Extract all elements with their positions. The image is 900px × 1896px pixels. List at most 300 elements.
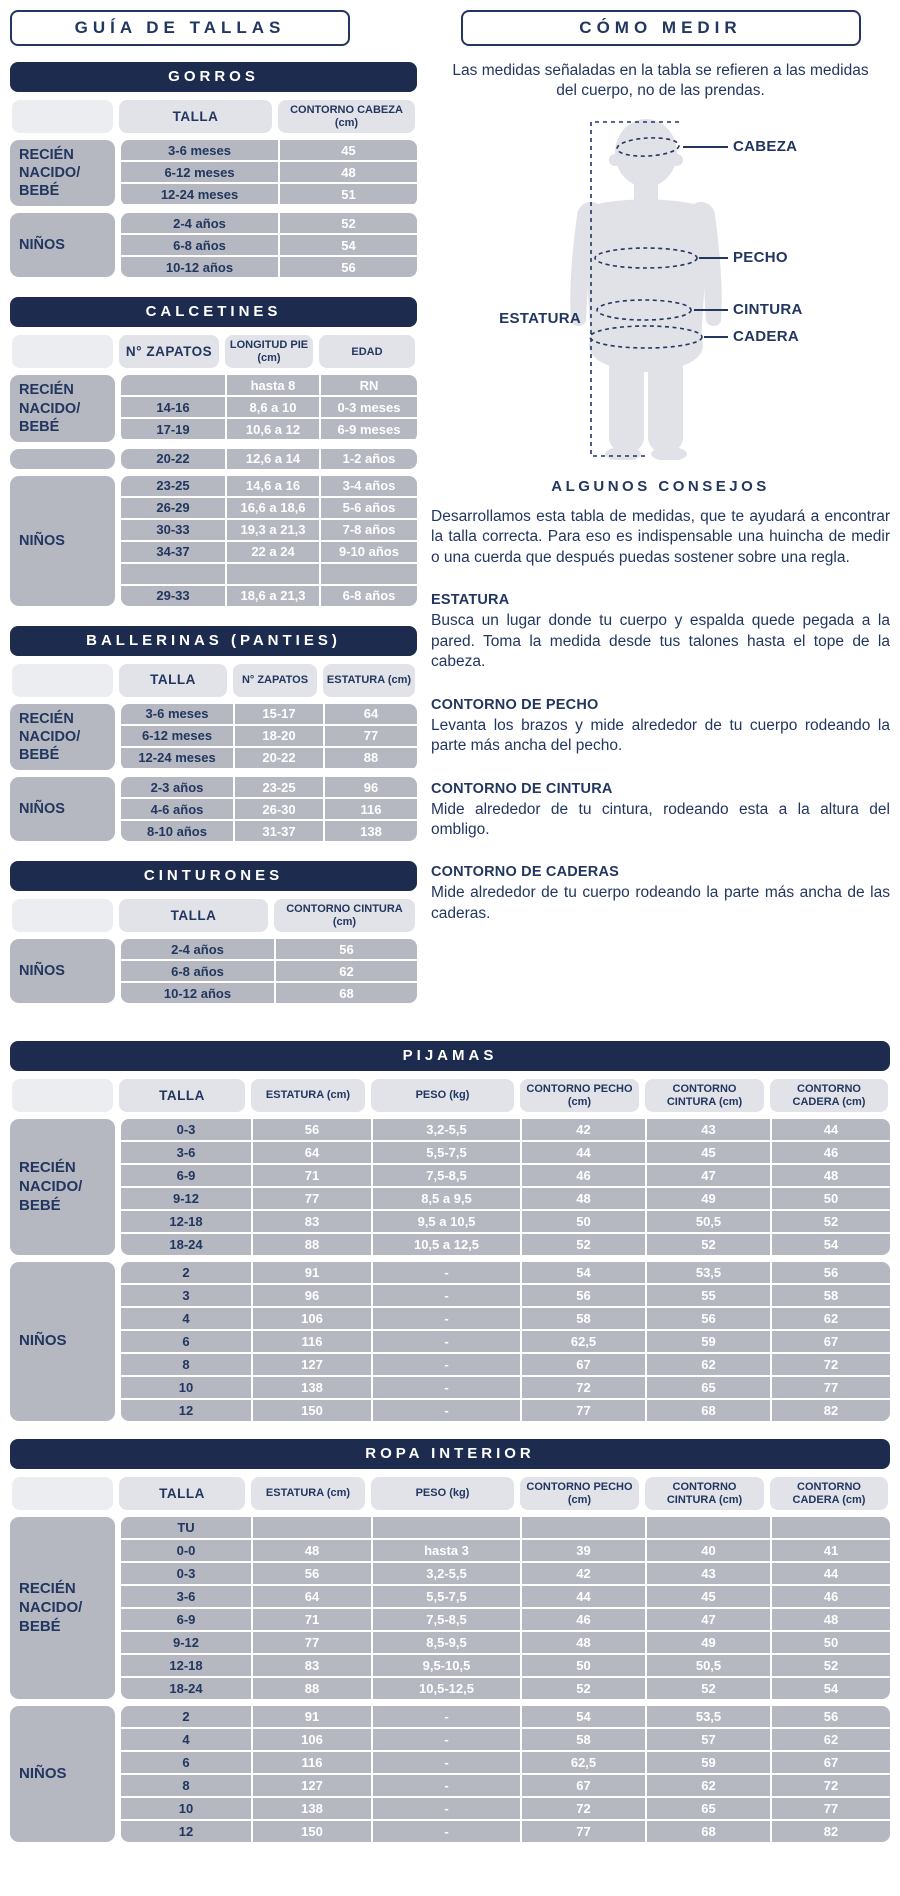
ballerinas-column-headers: [10, 664, 417, 697]
table-row: [121, 1706, 890, 1727]
table-cell: 23-25: [235, 777, 323, 797]
table-cell: 12: [121, 1400, 251, 1421]
table-cell: 9,5-10,5: [373, 1655, 520, 1676]
table-cell: 6-8 años: [121, 235, 278, 255]
group-rows: [121, 1517, 890, 1699]
table-cell: 77: [772, 1377, 890, 1398]
table-row: [121, 748, 417, 768]
table-cell: hasta 3: [373, 1540, 520, 1561]
tip-estatura: [431, 592, 890, 672]
table-cell: 43: [647, 1119, 770, 1140]
table-cell: [522, 1517, 645, 1538]
pijamas-column-headers: [10, 1079, 890, 1112]
table-cell: 22 a 24: [227, 542, 319, 562]
table-cell: 48: [772, 1609, 890, 1630]
row-group-label: RECIÉN NACIDO/ BEBÉ: [10, 1517, 115, 1699]
table-cell: 62,5: [522, 1752, 645, 1773]
table-cell: 72: [772, 1775, 890, 1796]
table-row: [121, 1331, 890, 1352]
table-row: [121, 542, 417, 562]
column-header: ESTATURA (cm): [323, 664, 415, 697]
table-cell: 0-3: [121, 1563, 251, 1584]
row-group: [10, 939, 417, 1003]
table-cell: 10,5 a 12,5: [373, 1234, 520, 1255]
table-cell: 6-9: [121, 1609, 251, 1630]
table-cell: 6-12 meses: [121, 726, 233, 746]
table-cell: 20-22: [121, 449, 225, 469]
ropa_interior-column-headers: [10, 1477, 890, 1510]
column-header: TALLA: [119, 1079, 245, 1112]
table-cell: TU: [121, 1517, 251, 1538]
gorros-column-headers: [10, 100, 417, 133]
group-rows: [121, 375, 417, 441]
table-cell: 47: [647, 1609, 770, 1630]
table-row: [121, 1400, 890, 1421]
table-cell: 30-33: [121, 520, 225, 540]
table-cell: 8-10 años: [121, 821, 233, 841]
group-rows: [121, 777, 417, 841]
ballerinas-header-bar: BALLERINAS (PANTIES): [10, 626, 417, 656]
table-cell: 39: [522, 1540, 645, 1561]
table-row: [121, 1655, 890, 1676]
table-cell: 77: [325, 726, 417, 746]
table-row: [121, 257, 417, 277]
calcetines-header-bar: CALCETINES: [10, 297, 417, 327]
group-rows: [121, 939, 417, 1003]
table-cell: 106: [253, 1308, 371, 1329]
table-row: [121, 961, 417, 981]
group-rows: [121, 1119, 890, 1255]
table-cell: 6-8 años: [321, 586, 417, 606]
table-cell: 50,5: [647, 1655, 770, 1676]
table-cell: 9-12: [121, 1188, 251, 1209]
table-cell: 54: [522, 1706, 645, 1727]
table-cell: 43: [647, 1563, 770, 1584]
table-cell: [772, 1517, 890, 1538]
table-row: [121, 1119, 890, 1140]
table-cell: 23-25: [121, 476, 225, 496]
table-cell: 62,5: [522, 1331, 645, 1352]
table-cell: 83: [253, 1655, 371, 1676]
table-cell: 16,6 a 18,6: [227, 498, 319, 518]
table-cell: 71: [253, 1165, 371, 1186]
row-group: [10, 1262, 890, 1421]
table-cell: 12-24 meses: [121, 748, 233, 768]
empty-header-cell: [12, 899, 113, 932]
table-cell: 44: [772, 1563, 890, 1584]
table-cell: 150: [253, 1821, 371, 1842]
table-cell: 7,5-8,5: [373, 1609, 520, 1630]
table-cell: 49: [647, 1632, 770, 1653]
table-row: [121, 1285, 890, 1306]
cadera-label: CADERA: [733, 327, 799, 345]
table-cell: 83: [253, 1211, 371, 1232]
top-two-columns: [10, 10, 890, 1023]
table-row: [121, 1142, 890, 1163]
table-cell: 67: [522, 1775, 645, 1796]
tip-text: Mide alrededor de tu cuerpo rodeando la parte más ancha de las caderas.: [431, 884, 890, 922]
table-row: [121, 1632, 890, 1653]
table-cell: 48: [522, 1632, 645, 1653]
table-cell: 6: [121, 1752, 251, 1773]
table-cell: 50,5: [647, 1211, 770, 1232]
table-cell: 18-24: [121, 1678, 251, 1699]
table-cell: 138: [253, 1377, 371, 1398]
table-row: [121, 397, 417, 417]
table-cell: 67: [772, 1331, 890, 1352]
table-row: [121, 1308, 890, 1329]
table-cell: 77: [522, 1821, 645, 1842]
table-row: [121, 162, 417, 182]
table-cell: 52: [280, 213, 417, 233]
table-cell: 50: [522, 1211, 645, 1232]
pijamas-header-bar: PIJAMAS: [10, 1041, 890, 1071]
table-cell: 12-18: [121, 1211, 251, 1232]
table-cell: 49: [647, 1188, 770, 1209]
table-cell: 65: [647, 1798, 770, 1819]
column-header: LONGITUD PIE (cm): [225, 335, 313, 368]
table-cell: -: [373, 1285, 520, 1306]
table-cell: 5,5-7,5: [373, 1142, 520, 1163]
row-group: [10, 1119, 890, 1255]
table-cell: 2-4 años: [121, 213, 278, 233]
table-cell: 29-33: [121, 586, 225, 606]
row-group: [10, 777, 417, 841]
table-cell: 1-2 años: [321, 449, 417, 469]
table-cell: 6-9 meses: [321, 419, 417, 439]
table-cell: 46: [522, 1165, 645, 1186]
table-cell: -: [373, 1354, 520, 1375]
cinturones-header-bar: CINTURONES: [10, 861, 417, 891]
table-cell: -: [373, 1262, 520, 1283]
table-cell: 12-18: [121, 1655, 251, 1676]
table-cell: 45: [647, 1142, 770, 1163]
table-cell: 3-6 meses: [121, 140, 278, 160]
table-cell: 14-16: [121, 397, 225, 417]
table-row: [121, 1540, 890, 1561]
table-row: [121, 1262, 890, 1283]
table-cell: 56: [772, 1262, 890, 1283]
table-cell: 56: [253, 1119, 371, 1140]
empty-header-cell: [12, 664, 113, 697]
table-row: [121, 586, 417, 606]
table-cell: 58: [522, 1729, 645, 1750]
table-cell: -: [373, 1331, 520, 1352]
table-cell: [121, 375, 225, 395]
table-cell: -: [373, 1400, 520, 1421]
table-cell: 72: [522, 1377, 645, 1398]
table-cell: 58: [522, 1308, 645, 1329]
table-cell: 65: [647, 1377, 770, 1398]
table-cell: 46: [772, 1586, 890, 1607]
table-row: [121, 1798, 890, 1819]
table-cell: 8,6 a 10: [227, 397, 319, 417]
table-cell: 12,6 a 14: [227, 449, 319, 469]
table-row: [121, 184, 417, 204]
table-cell: 7-8 años: [321, 520, 417, 540]
table-row: [121, 213, 417, 233]
cintura-label: CINTURA: [733, 300, 803, 318]
gorros-table: [10, 62, 417, 277]
table-cell: 15-17: [235, 704, 323, 724]
table-cell: 82: [772, 1821, 890, 1842]
gorros-header-bar: GORROS: [10, 62, 417, 92]
column-header: CONTORNO CABEZA (cm): [278, 100, 415, 133]
row-group-label: NIÑOS: [10, 213, 115, 277]
table-cell: 56: [647, 1308, 770, 1329]
group-rows: [121, 449, 417, 469]
table-cell: 6-8 años: [121, 961, 274, 981]
table-cell: 10-12 años: [121, 983, 274, 1003]
table-cell: 52: [522, 1678, 645, 1699]
table-cell: 14,6 a 16: [227, 476, 319, 496]
table-cell: 67: [772, 1752, 890, 1773]
row-group: [10, 140, 417, 206]
column-header: CONTORNO CADERA (cm): [770, 1079, 888, 1112]
table-cell: 77: [772, 1798, 890, 1819]
table-cell: 18-20: [235, 726, 323, 746]
table-cell: 42: [522, 1119, 645, 1140]
table-cell: 41: [772, 1540, 890, 1561]
table-cell: 56: [253, 1563, 371, 1584]
table-row: [121, 1775, 890, 1796]
table-cell: 45: [647, 1586, 770, 1607]
table-cell: 52: [522, 1234, 645, 1255]
table-cell: 48: [522, 1188, 645, 1209]
table-cell: 51: [280, 184, 417, 204]
table-cell: 52: [647, 1678, 770, 1699]
table-cell: 3-4 años: [321, 476, 417, 496]
table-cell: 64: [325, 704, 417, 724]
empty-header-cell: [12, 1477, 113, 1510]
tip-text: Levanta los brazos y mide alrededor de tu cuerpo rodeando la parte más ancha del pecho.: [431, 716, 890, 755]
table-row: [121, 419, 417, 439]
group-rows: [121, 140, 417, 206]
cinturones-column-headers: [10, 899, 417, 932]
table-row: [121, 983, 417, 1003]
table-cell: 127: [253, 1354, 371, 1375]
table-cell: 82: [772, 1400, 890, 1421]
table-row: [121, 1821, 890, 1842]
table-cell: 18-24: [121, 1234, 251, 1255]
child-silhouette-shape: [570, 119, 722, 460]
table-cell: 34-37: [121, 542, 225, 562]
table-cell: 88: [253, 1678, 371, 1699]
table-cell: [227, 564, 319, 584]
empty-header-cell: [12, 1079, 113, 1112]
table-row: [121, 1211, 890, 1232]
table-cell: 31-37: [235, 821, 323, 841]
table-cell: 3,2-5,5: [373, 1119, 520, 1140]
table-row: [121, 726, 417, 746]
table-cell: 50: [772, 1188, 890, 1209]
table-row: [121, 1188, 890, 1209]
cinturones-table: [10, 861, 417, 1003]
table-cell: 20-22: [235, 748, 323, 768]
table-cell: -: [373, 1377, 520, 1398]
row-group-label: NIÑOS: [10, 1706, 115, 1842]
table-cell: 68: [276, 983, 417, 1003]
row-group: [10, 449, 417, 469]
table-cell: -: [373, 1752, 520, 1773]
table-cell: 53,5: [647, 1706, 770, 1727]
table-cell: 5,5-7,5: [373, 1586, 520, 1607]
table-cell: 19,3 a 21,3: [227, 520, 319, 540]
table-cell: -: [373, 1308, 520, 1329]
table-row: [121, 449, 417, 469]
table-cell: 2: [121, 1706, 251, 1727]
table-cell: 9,5 a 10,5: [373, 1211, 520, 1232]
table-cell: 54: [772, 1678, 890, 1699]
table-cell: 5-6 años: [321, 498, 417, 518]
table-cell: 44: [522, 1586, 645, 1607]
table-cell: 150: [253, 1400, 371, 1421]
table-row: [121, 1377, 890, 1398]
table-cell: 72: [772, 1354, 890, 1375]
table-cell: 50: [522, 1655, 645, 1676]
table-cell: 54: [522, 1262, 645, 1283]
row-group-label: NIÑOS: [10, 777, 115, 841]
table-cell: 0-3: [121, 1119, 251, 1140]
table-cell: 8,5-9,5: [373, 1632, 520, 1653]
table-cell: 12: [121, 1821, 251, 1842]
table-row: [121, 375, 417, 395]
table-cell: 26-29: [121, 498, 225, 518]
table-row: [121, 1165, 890, 1186]
table-cell: [373, 1517, 520, 1538]
table-cell: 116: [253, 1331, 371, 1352]
table-row: [121, 476, 417, 496]
table-row: [121, 1729, 890, 1750]
row-group: [10, 1517, 890, 1699]
table-cell: 10-12 años: [121, 257, 278, 277]
table-cell: 77: [522, 1400, 645, 1421]
table-cell: 10,6 a 12: [227, 419, 319, 439]
table-cell: 56: [772, 1706, 890, 1727]
table-cell: 59: [647, 1752, 770, 1773]
table-cell: 17-19: [121, 419, 225, 439]
table-cell: 46: [772, 1142, 890, 1163]
table-row: [121, 1517, 890, 1538]
tip-title: ESTATURA: [431, 592, 510, 609]
row-group: [10, 375, 417, 441]
table-row: [121, 498, 417, 518]
column-header: EDAD: [319, 335, 415, 368]
table-cell: 6-12 meses: [121, 162, 278, 182]
row-group-label: [10, 449, 115, 469]
table-cell: 40: [647, 1540, 770, 1561]
table-cell: -: [373, 1706, 520, 1727]
table-cell: 54: [772, 1234, 890, 1255]
table-row: [121, 777, 417, 797]
table-row: [121, 564, 417, 584]
table-cell: 46: [522, 1609, 645, 1630]
table-cell: 0-0: [121, 1540, 251, 1561]
pijamas-table: [10, 1041, 890, 1421]
table-row: [121, 799, 417, 819]
tip-text: Busca un lugar donde tu cuerpo y espalda quede pegada a la pared. Toma la medida desde tus talones hasta el tope de la cabeza.: [431, 612, 890, 671]
table-cell: 48: [772, 1165, 890, 1186]
group-rows: [121, 213, 417, 277]
table-cell: 48: [280, 162, 417, 182]
table-row: [121, 1234, 890, 1255]
tip-title: CONTORNO DE CINTURA: [431, 780, 613, 797]
table-cell: -: [373, 1821, 520, 1842]
table-cell: -: [373, 1729, 520, 1750]
measure-intro-text: Las medidas señaladas en la tabla se refieren a las medidas del cuerpo, no de las prendas.: [452, 62, 869, 100]
column-header: TALLA: [119, 1477, 245, 1510]
column-header: PESO (kg): [371, 1079, 514, 1112]
tip-title: CONTORNO DE CADERAS: [431, 864, 620, 881]
table-cell: -: [373, 1798, 520, 1819]
row-group-label: RECIÉN NACIDO/ BEBÉ: [10, 375, 115, 441]
column-header: TALLA: [119, 664, 227, 697]
table-cell: 58: [772, 1285, 890, 1306]
table-cell: 3-6 meses: [121, 704, 233, 724]
table-cell: [121, 564, 225, 584]
table-row: [121, 1586, 890, 1607]
table-cell: 62: [772, 1308, 890, 1329]
table-cell: 52: [772, 1211, 890, 1232]
table-cell: 67: [522, 1354, 645, 1375]
table-cell: 116: [325, 799, 417, 819]
table-cell: 77: [253, 1188, 371, 1209]
table-cell: 9-10 años: [321, 542, 417, 562]
table-cell: 72: [522, 1798, 645, 1819]
table-cell: 3: [121, 1285, 251, 1306]
estatura-label: ESTATURA: [499, 309, 581, 327]
table-cell: 12-24 meses: [121, 184, 278, 204]
left-column: [10, 10, 417, 1023]
table-row: [121, 1354, 890, 1375]
table-cell: 18,6 a 21,3: [227, 586, 319, 606]
group-rows: [121, 1262, 890, 1421]
table-cell: 62: [647, 1775, 770, 1796]
table-cell: 3-6: [121, 1586, 251, 1607]
tip-contorno-pecho: [431, 697, 890, 757]
table-cell: 54: [280, 235, 417, 255]
table-cell: 10: [121, 1377, 251, 1398]
table-row: [121, 520, 417, 540]
column-header: CONTORNO PECHO (cm): [520, 1477, 639, 1510]
table-cell: 44: [772, 1119, 890, 1140]
table-cell: 127: [253, 1775, 371, 1796]
table-cell: 26-30: [235, 799, 323, 819]
table-cell: 91: [253, 1262, 371, 1283]
page-title: GUÍA DE TALLAS: [10, 10, 350, 46]
table-cell: 138: [253, 1798, 371, 1819]
table-cell: 88: [325, 748, 417, 768]
calcetines-table: [10, 297, 417, 605]
table-row: [121, 1752, 890, 1773]
cabeza-label: CABEZA: [733, 137, 798, 155]
table-cell: 2: [121, 1262, 251, 1283]
table-row: [121, 939, 417, 959]
table-cell: 62: [647, 1354, 770, 1375]
table-row: [121, 140, 417, 160]
table-cell: 8: [121, 1775, 251, 1796]
table-row: [121, 821, 417, 841]
table-cell: 6-9: [121, 1165, 251, 1186]
table-cell: 62: [276, 961, 417, 981]
table-cell: 4: [121, 1308, 251, 1329]
table-cell: -: [373, 1775, 520, 1796]
column-header: TALLA: [119, 899, 268, 932]
table-cell: 45: [280, 140, 417, 160]
row-group-label: RECIÉN NACIDO/ BEBÉ: [10, 1119, 115, 1255]
table-cell: 56: [280, 257, 417, 277]
right-column: [431, 10, 890, 1023]
